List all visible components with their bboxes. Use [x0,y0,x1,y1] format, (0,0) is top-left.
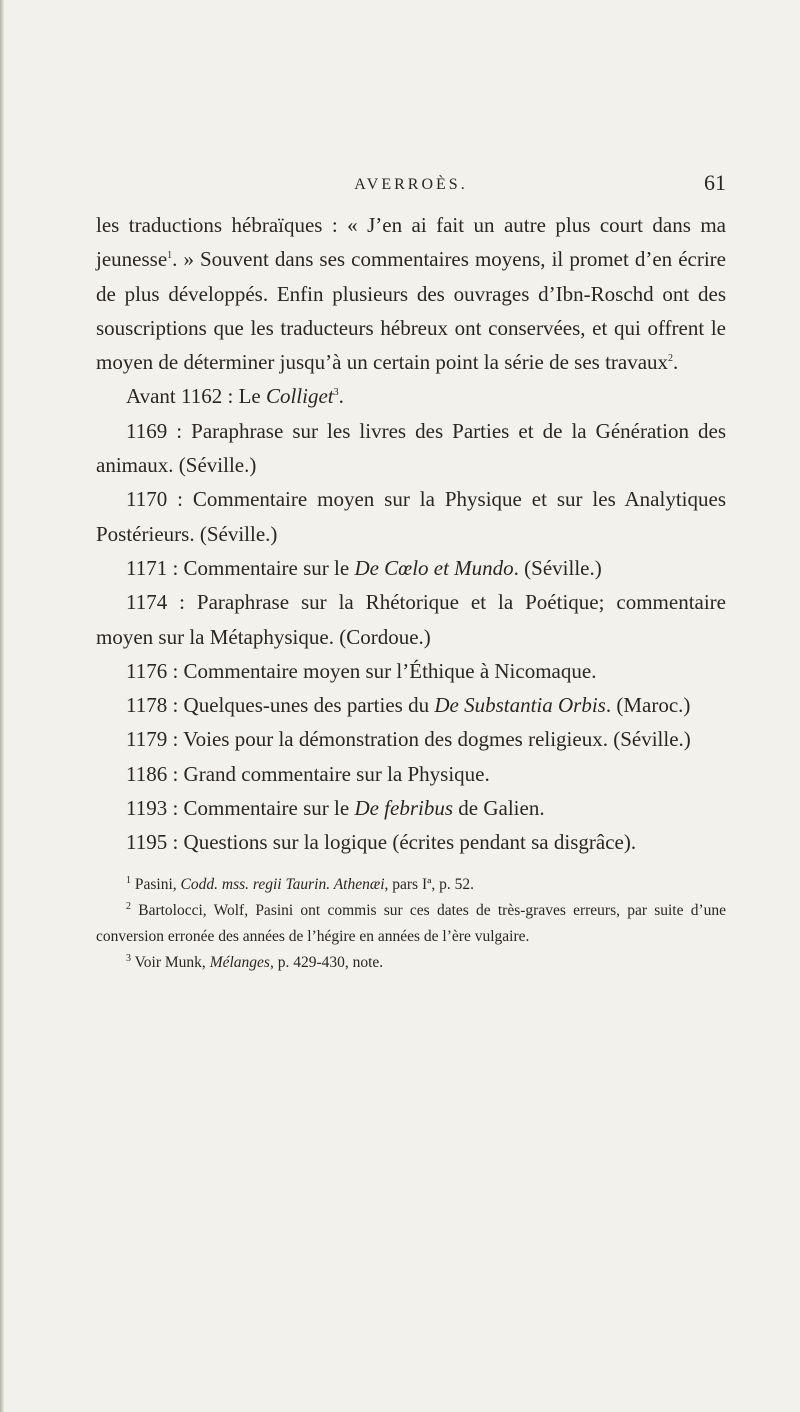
entry-text: Avant 1162 : Le [126,384,266,409]
entry-1174: 1174 : Paraphrase sur la Rhétorique et la Poétique; commentaire moyen sur la Métaphysique. (Cordoue.) [96,590,726,649]
entry-1169: 1169 : Paraphrase sur les livres des Parties et de la Génération des animaux. (Séville.) [96,418,726,478]
entry-text: 1178 : Quelques-unes des parties du [126,693,435,718]
entry-1171 [96,551,726,585]
footnote-text: Voir Munk, [134,954,210,971]
footnote-3 [96,950,726,976]
footnote-ref: 2 [668,353,674,365]
entry-title: De Substantia Orbis [434,693,606,718]
entry-1179: 1179 : Voies pour la démonstration des dogmes religieux. (Séville.) [126,727,691,752]
footnote-text: , pars Iª, p. 52. [384,876,475,893]
entry-1178 [96,688,726,722]
main-text [96,208,726,860]
paragraph-text: . » Souvent dans ses commentaires moyens, il promet d’en écrire de plus développés. Enfin plusieurs des ouvrages d’Ibn-Roschd ont des souscriptions que les traducteurs hébreux ont conservées, et qui offrent le moyen de déterminer jusqu’à un certain point la série de ses travaux [96,247,726,375]
entry-1162 [96,379,726,413]
entry-1195: 1195 : Questions sur la logique (écrites pendant sa disgrâce). [126,830,637,855]
entry-1170: 1170 : Commentaire moyen sur la Physique et sur les Analytiques Postérieurs. (Séville.) [96,487,726,546]
footnote-mark: 2 [126,900,131,912]
paragraph-text: les traductions hébraïques : « J’en ai fait un autre plus court dans ma jeunesse [96,213,726,272]
entry-text: 1193 : Commentaire sur le [126,796,355,821]
paragraph-text: . [673,350,679,375]
entry-text: . (Séville.) [513,555,602,580]
entry-text: . (Maroc.) [605,693,691,718]
entry-title: De febribus [354,796,454,821]
page-number: 61 [704,170,726,195]
footnote-text: Pasini, [134,876,181,893]
footnote-text: , p. 429-430, note. [269,954,384,971]
footnote-title: Codd. mss. regii Taurin. Athenæi [180,876,385,893]
footnote-title: Mélanges [209,954,270,971]
footnote-ref: 3 [333,387,339,399]
entry-1186: 1186 : Grand commentaire sur la Physique. [126,761,490,786]
entry-text: 1171 : Commentaire sur le [126,555,355,580]
entry-title: Colliget [265,384,334,409]
page-header [96,170,726,200]
page-edge [0,0,4,1412]
running-title: AVERROÈS. [354,176,468,193]
footnote-mark: 1 [126,874,131,886]
footnote-2 [96,898,726,950]
footnote-ref: 1 [167,250,173,262]
entry-title: De Cœlo et Mundo [354,555,514,580]
entry-text: de Galien. [453,796,545,821]
footnote-1 [96,872,726,898]
footnotes [96,872,726,976]
footnote-text: Bartolocci, Wolf, Pasini ont commis sur ces dates de très-graves erreurs, par suite d’une conversion erronée des années de l’hégire en années de l’ère vulgaire. [96,902,727,945]
paragraph-intro [96,208,726,379]
footnote-mark: 3 [126,952,131,964]
entry-1193 [96,791,726,825]
entry-text: . [338,384,344,409]
entry-1176: 1176 : Commentaire moyen sur l’Éthique à Nicomaque. [126,658,597,683]
